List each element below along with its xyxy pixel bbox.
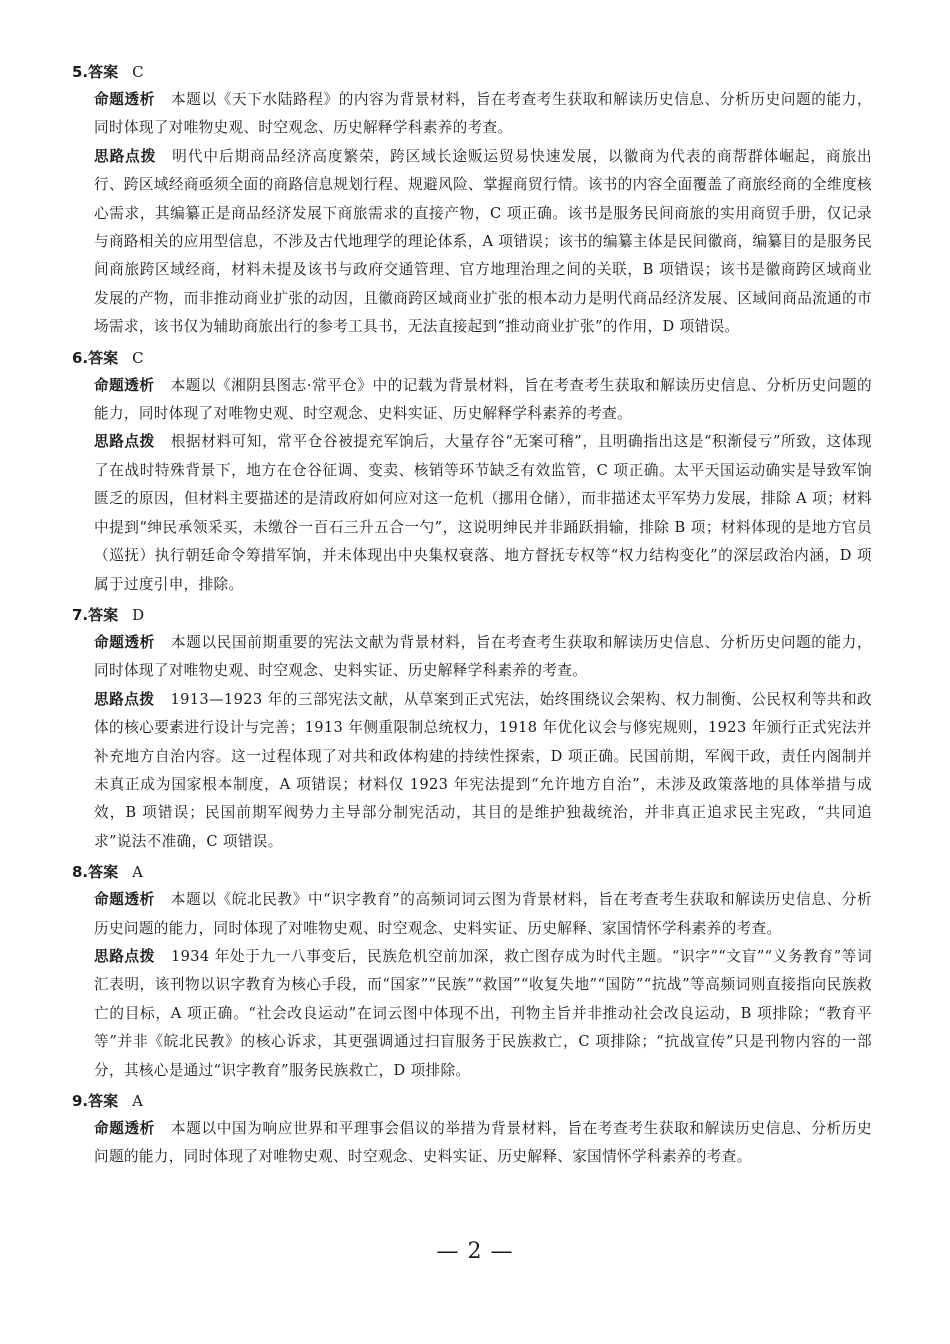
answer-value: A [132,863,143,882]
answer-label: 答案 [88,605,119,624]
answer-line [72,58,872,86]
page-number: — 2 — [436,1239,514,1264]
thinking-text: 1913—1923 年的三部宪法文献，从草案到正式宪法，始终围绕议会架构、权力制衡、公民权利等共和政体的核心要素进行设计与完善；1913 年侧重限制总统权力，1918 年优化议会与修宪规则，1923 年颁行正式宪法并补充地方自治内容。这一过程体现了对共和政体构建的持续性探索，D 项正确。民国前期，军阀干政，责任内阁制并未真正成为国家根本制度，A 项错误；材料仅 1923 年宪法提到“允许地方自治”，未涉及政策落地的具体举措与成效，B 项错误；民国前期军阀势力主导部分制宪活动，其目的是维护独裁统治，并非真正追求民主宪政，“共同追求”说法不准确，C 项错误。 [94,690,872,850]
question-number: 8. [72,863,89,882]
question-5 [72,58,872,342]
answer-line [72,601,872,629]
answer-label: 答案 [88,1092,119,1110]
analysis-text: 本题以《皖北民教》中“识字教育”的高频词词云图为背景材料，旨在考查考生获取和解读历史信息、分析历史问题的能力，同时体现了对唯物史观、时空观念、史料实证、历史解释、家国情怀学科素养的考查。 [94,891,872,937]
analysis-label: 命题透析 [94,376,155,394]
thinking-label: 思路点拨 [94,947,155,965]
question-7 [72,601,872,856]
analysis-paragraph [72,1115,872,1172]
question-8 [72,858,872,1085]
analysis-text: 本题以《天下水陆路程》的内容为背景材料，旨在考查考生获取和解读历史信息、分析历史问题的能力，同时体现了对唯物史观、时空观念、历史解释学科素养的考查。 [94,91,872,137]
analysis-label: 命题透析 [94,91,155,108]
analysis-paragraph [72,886,872,943]
answer-value: A [132,1092,143,1110]
question-number: 5. [72,63,89,81]
question-9 [72,1087,872,1172]
answer-value: C [132,63,144,81]
thinking-label: 思路点拨 [94,147,157,165]
answer-value: D [132,605,145,624]
question-number: 9. [72,1092,89,1110]
answer-label: 答案 [88,348,119,367]
answer-line [72,344,872,372]
analysis-text: 本题以《湘阴县图志·常平仓》中的记载为背景材料，旨在考查考生获取和解读历史信息、分析历史问题的能力，同时体现了对唯物史观、时空观念、史料实证、历史解释学科素养的考查。 [94,376,872,423]
thinking-paragraph [72,428,872,598]
thinking-label: 思路点拨 [94,433,155,451]
thinking-paragraph [72,943,872,1085]
question-number: 6. [72,348,89,367]
analysis-paragraph [72,86,872,143]
thinking-text: 明代中后期商品经济高度繁荣，跨区域长途贩运贸易快速发展，以徽商为代表的商帮群体崛起，商旅出行、跨区域经商亟须全面的商路信息规划行程、规避风险、掌握商贸行情。该书的内容全面覆盖了商旅经商的全维度核心需求，其编纂正是商品经济发展下商旅需求的直接产物，C 项正确。该书是服务民间商旅的实用商贸手册，仅记录与商路相关的应用型信息，不涉及古代地理学的理论体系，A 项错误；该书的编纂主体是民间徽商，编纂目的是服务民间商旅跨区域经商，材料未提及该书与政府交通管理、官方地理治理之间的关联，B 项错误；该书是徽商跨区域商业发展的产物，而非推动商业扩张的动因，且徽商跨区域商业扩张的根本动力是明代商品经济发展、区域间商品流通的市场需求，该书仅为辅助商旅出行的参考工具书，无法直接起到“推动商业扩张”的作用，D 项错误。 [94,147,873,336]
analysis-label: 命题透析 [94,1120,155,1137]
answer-label: 答案 [88,863,119,882]
answer-value: C [132,348,144,367]
analysis-paragraph [72,629,872,686]
analysis-text: 本题以中国为响应世界和平理事会倡议的举措为背景材料，旨在考查考生获取和解读历史信息、分析历史问题的能力，同时体现了对唯物史观、时空观念、史料实证、历史解释、家国情怀学科素养的考查。 [94,1120,872,1166]
thinking-label: 思路点拨 [94,690,155,708]
thinking-paragraph [72,686,872,856]
answer-line [72,858,872,886]
analysis-text: 本题以民国前期重要的宪法文献为背景材料，旨在考查考生获取和解读历史信息、分析历史问题的能力，同时体现了对唯物史观、时空观念、史料实证、历史解释学科素养的考查。 [94,633,872,680]
answer-line [72,1087,872,1115]
thinking-text: 根据材料可知，常平仓谷被提充军饷后，大量存谷“无案可稽”，且明确指出这是“积渐侵亏”所致，这体现了在战时特殊背景下，地方在仓谷征调、变卖、核销等环节缺乏有效监管，C 项正确。太平天国运动确实是导致军饷匮乏的原因，但材料主要描述的是清政府如何应对这一危机（挪用仓储），而非描述太平军势力发展，排除 A 项；材料中提到“绅民承领采买，未缴谷一百石三升五合一勺”，这说明绅民并非踊跃捐输，排除 B 项；材料体现的是地方官员（巡抚）执行朝廷命令筹措军饷，并未体现出中央集权衰落、地方督抚专权等“权力结构变化”的深层政治内涵，D 项属于过度引申，排除。 [94,433,872,593]
analysis-label: 命题透析 [94,891,155,909]
thinking-text: 1934 年处于九一八事变后，民族危机空前加深，救亡图存成为时代主题。“识字”“文盲”“义务教育”等词汇表明，该刊物以识字教育为核心手段，而“国家”“民族”“救国”“收复失地”“国防”“抗战”等高频词则直接指向民族救亡的目标，A 项正确。“社会改良运动”在词云图中体现不出，刊物主旨并非推动社会改良运动，B 项排除；“教育平等”并非《皖北民教》的核心诉求，其更强调通过扫盲服务于民族救亡，C 项排除；“抗战宣传”只是刊物内容的一部分，其核心是通过“识字教育”服务民族救亡，D 项排除。 [94,947,872,1079]
analysis-paragraph [72,372,872,429]
thinking-paragraph [72,143,872,342]
analysis-label: 命题透析 [94,633,155,651]
answer-label: 答案 [88,63,119,81]
question-number: 7. [72,605,89,624]
question-6 [72,344,872,599]
answer-document [72,58,872,1174]
